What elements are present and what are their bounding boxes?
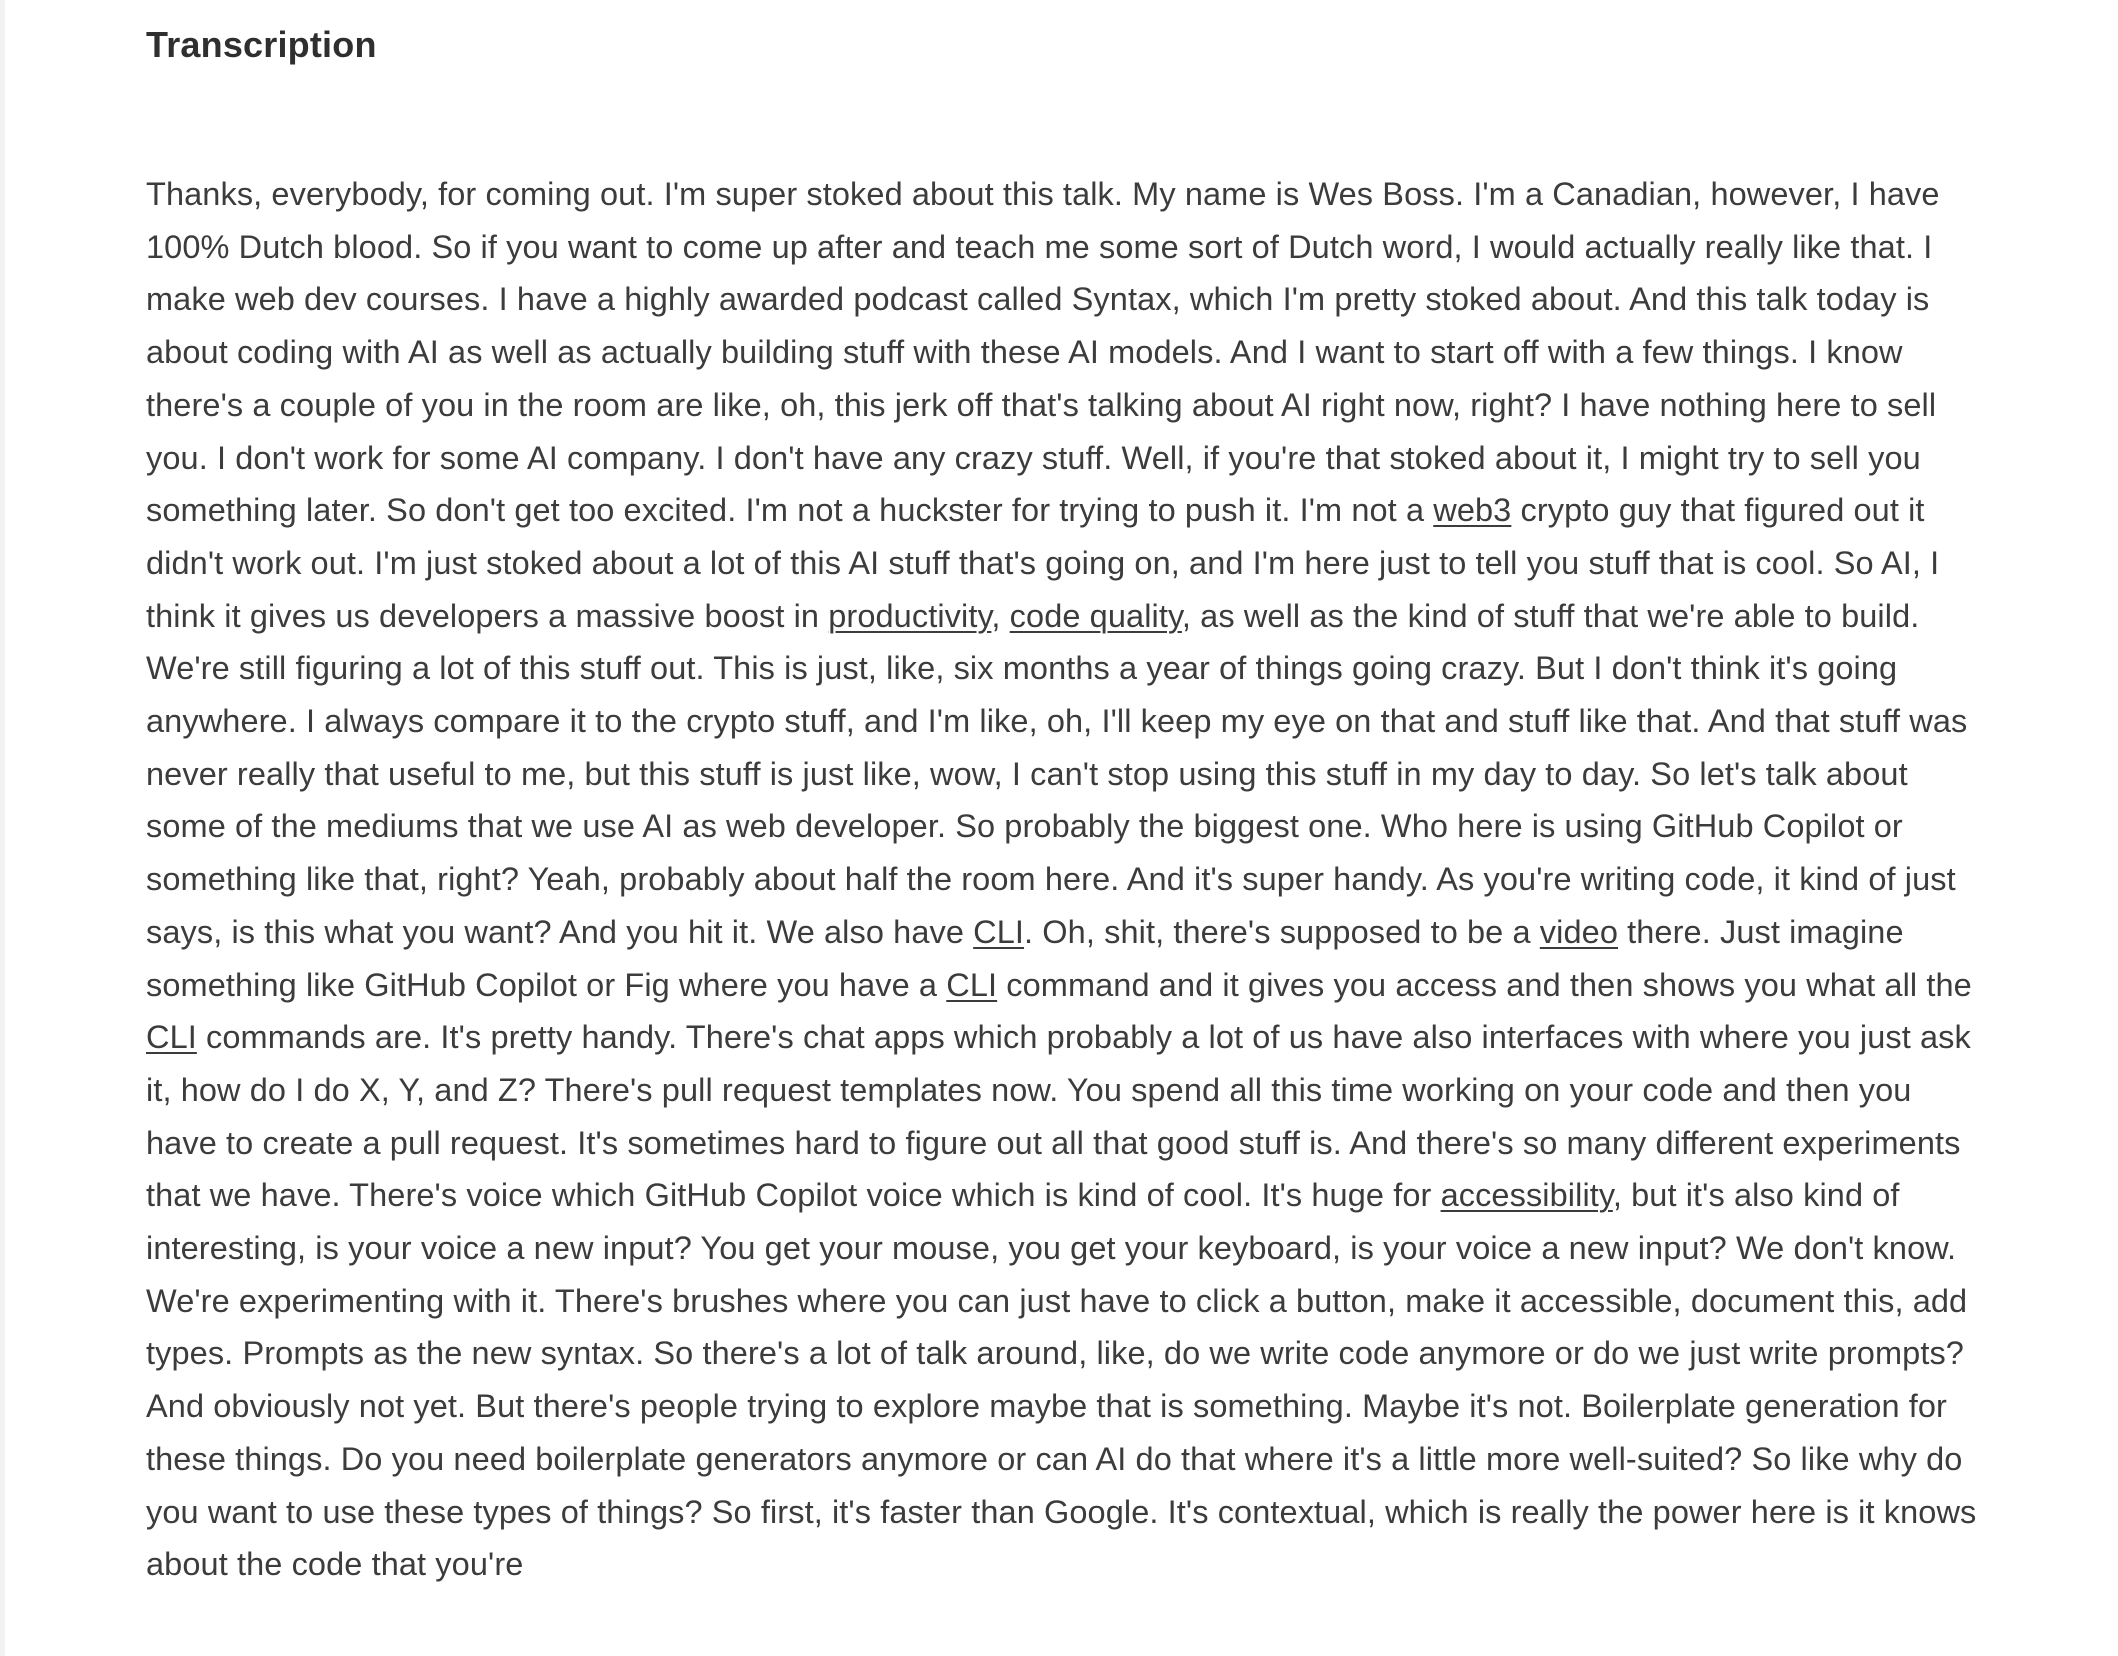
transcript-text: command and it gives you access and then shows you what all the bbox=[997, 966, 1972, 1003]
transcript-text: Thanks, everybody, for coming out. I'm super stoked about this talk. My name is Wes Boss. I'm a Canadian, however, I have 100% Dutch blood. So if you want to come up after and teach me some sort of Dutch word, I would actually really like that. I make web dev courses. I have a highly awarded podcast called Syntax, which I'm pretty stoked about. And this talk today is about coding with AI as well as actually building stuff with these AI models. And I want to start off with a few things. I know there's a couple of you in the room are like, oh, this jerk off that's talking about AI right now, right? I have nothing here to sell you. I don't work for some AI company. I don't have any crazy stuff. Well, if you're that stoked about it, I might try to sell you something later. So don't get too excited. I'm not a huckster for trying to push it. I'm not a bbox=[146, 176, 1940, 529]
keyword-link-cli[interactable]: CLI bbox=[946, 966, 998, 1003]
keyword-link-web3[interactable]: web3 bbox=[1433, 492, 1512, 529]
transcript-text: . Oh, shit, there's supposed to be a bbox=[1024, 913, 1540, 950]
keyword-link-accessibility[interactable]: accessibility bbox=[1440, 1177, 1613, 1214]
keyword-link-cli[interactable]: CLI bbox=[146, 1019, 197, 1056]
transcript-text: , as well as the kind of stuff that we're able to build. We're still figuring a lot of this stuff out. This is just, like, six months a year of things going crazy. But I don't think it's going anywhere. I always compare it to the crypto stuff, and I'm like, oh, I'll keep my eye on that and stuff like that. And that stuff was never really that useful to me, but this stuff is just like, wow, I can't stop using this stuff in my day to day. So let's talk about some of the mediums that we use AI as web developer. So probably the biggest one. Who here is using GitHub Copilot or something like that, right? Yeah, probably about half the room here. And it's super handy. As you're writing code, it kind of just says, is this what you want? And you hit it. We also have bbox=[146, 597, 1968, 950]
keyword-link-video[interactable]: video bbox=[1539, 913, 1618, 950]
page-title: Transcription bbox=[146, 24, 377, 65]
transcript-text: , but it's also kind of interesting, is your voice a new input? You get your mouse, you get your keyboard, is your voice a new input? We don't know. We're experimenting with it. There's brushes where you can just have to click a button, make it accessible, document this, add types. Prompts as the new syntax. So there's a lot of talk around, like, do we write code anymore or do we just write prompts? And obviously not yet. But there's people trying to explore maybe that is something. Maybe it's not. Boilerplate generation for these things. Do you need boilerplate generators anymore or can AI do that where it's a little more well-suited? So like why do you want to use these types of things? So first, it's faster than Google. It's contextual, which is really the power here is it knows about the code that you're bbox=[146, 1177, 1977, 1583]
left-edge-rule bbox=[0, 0, 5, 1656]
keyword-link-code-quality[interactable]: code quality bbox=[1009, 597, 1182, 634]
keyword-link-cli[interactable]: CLI bbox=[973, 913, 1025, 950]
transcript-text: commands are. It's pretty handy. There's chat apps which probably a lot of us have also interfaces with where you just ask it, how do I do X, Y, and Z? There's pull request templates now. You spend all this time working on your code and then you have to create a pull request. It's sometimes hard to figure out all that good stuff is. And there's so many different experiments that we have. There's voice which GitHub Copilot voice which is kind of cool. It's huge for bbox=[146, 1019, 1971, 1214]
transcript-text: crypto guy that figured out it didn't work out. I'm just stoked about a lot of this AI stuff that's going on, and I'm here just to tell you stuff that is cool. So AI, I think it gives us developers a massive boost in bbox=[146, 492, 1940, 634]
transcript-text: , bbox=[991, 597, 1010, 634]
keyword-link-productivity[interactable]: productivity bbox=[828, 597, 992, 634]
transcript-body bbox=[146, 168, 1984, 1591]
transcript-text: there. Just imagine something like GitHub Copilot or Fig where you have a bbox=[146, 913, 1904, 1003]
